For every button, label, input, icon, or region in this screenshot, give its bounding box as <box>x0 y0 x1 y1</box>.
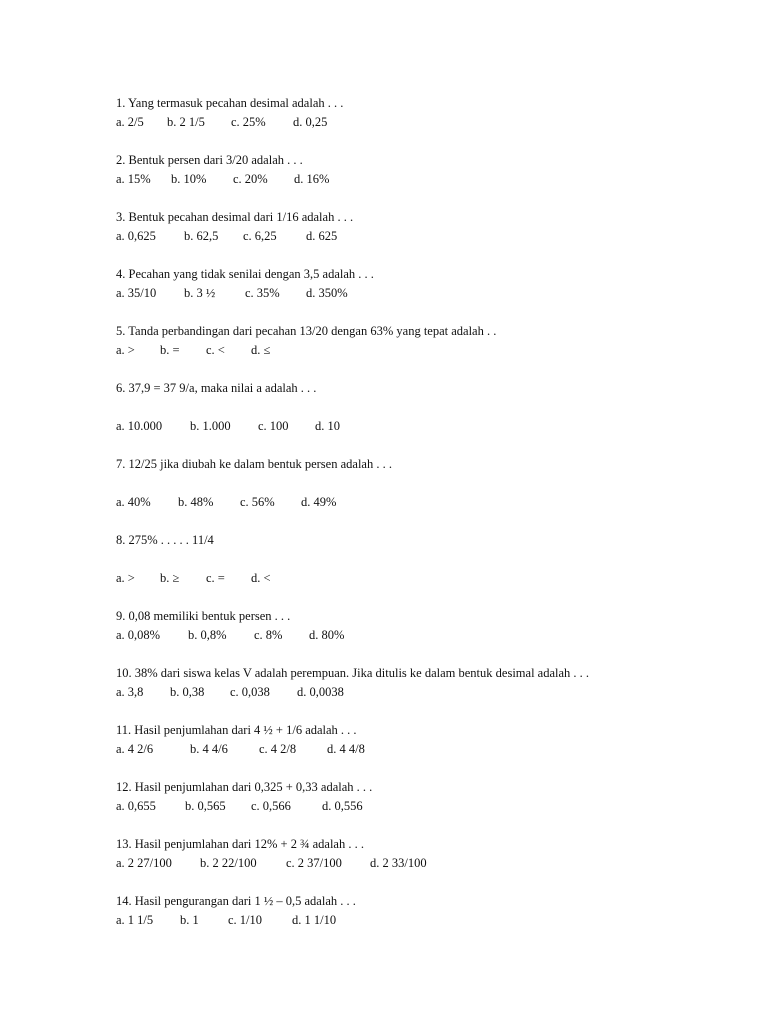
question-text: 5. Tanda perbandingan dari pecahan 13/20 dengan 63% yang tepat adalah . . <box>116 324 497 338</box>
option-a: a. > <box>116 571 135 585</box>
answer-options <box>116 113 736 132</box>
option-a: a. 2 27/100 <box>116 856 172 870</box>
question-text: 14. Hasil pengurangan dari 1 ½ – 0,5 adalah . . . <box>116 894 356 908</box>
option-d: d. 625 <box>306 229 338 243</box>
question-text: 1. Yang termasuk pecahan desimal adalah . . . <box>116 96 344 110</box>
question-1 <box>116 94 736 132</box>
option-c: c. 20% <box>233 172 268 186</box>
option-d: d. 49% <box>301 495 337 509</box>
option-c: c. = <box>206 571 225 585</box>
question-text: 2. Bentuk persen dari 3/20 adalah . . . <box>116 153 303 167</box>
question-7 <box>116 455 736 512</box>
option-d: d. 0,556 <box>322 799 363 813</box>
option-a: a. 0,625 <box>116 229 156 243</box>
option-b: b. = <box>160 343 180 357</box>
question-text: 10. 38% dari siswa kelas V adalah perempuan. Jika ditulis ke dalam bentuk desimal adalah . . . <box>116 666 590 680</box>
question-5 <box>116 322 736 360</box>
question-6 <box>116 379 736 436</box>
option-c: c. 0,038 <box>230 685 270 699</box>
option-a: a. 35/10 <box>116 286 157 300</box>
answer-options <box>116 569 736 588</box>
option-b: b. 2 1/5 <box>167 115 205 129</box>
option-a: a. 2/5 <box>116 115 144 129</box>
option-d: d. 4 4/8 <box>327 742 365 756</box>
answer-options <box>116 284 736 303</box>
option-a: a. 40% <box>116 495 151 509</box>
option-a: a. 1 1/5 <box>116 913 154 927</box>
answer-options <box>116 417 736 436</box>
option-a: a. 3,8 <box>116 685 144 699</box>
question-text: 13. Hasil penjumlahan dari 12% + 2 ¾ adalah . . . <box>116 837 364 851</box>
question-text: 12. Hasil penjumlahan dari 0,325 + 0,33 adalah . . . <box>116 780 373 794</box>
option-b: b. 0,565 <box>185 799 226 813</box>
option-a: a. 10.000 <box>116 419 163 433</box>
question-text: 9. 0,08 memiliki bentuk persen . . . <box>116 609 291 623</box>
answer-options <box>116 493 736 512</box>
question-4 <box>116 265 736 303</box>
option-b: b. 1 <box>180 913 199 927</box>
option-d: d. 0,0038 <box>297 685 344 699</box>
question-14 <box>116 892 736 930</box>
answer-options <box>116 740 736 759</box>
question-9 <box>116 607 736 645</box>
option-b: b. 1.000 <box>190 419 231 433</box>
question-text: 6. 37,9 = 37 9/a, maka nilai a adalah . . . <box>116 381 317 395</box>
option-b: b. 0,38 <box>170 685 205 699</box>
answer-options <box>116 341 736 360</box>
question-text: 4. Pecahan yang tidak senilai dengan 3,5 adalah . . . <box>116 267 374 281</box>
option-d: d. 0,25 <box>293 115 328 129</box>
question-3 <box>116 208 736 246</box>
option-a: a. > <box>116 343 135 357</box>
option-c: c. 4 2/8 <box>259 742 297 756</box>
option-c: c. < <box>206 343 225 357</box>
question-12 <box>116 778 736 816</box>
question-text: 8. 275% . . . . . 11/4 <box>116 533 214 547</box>
answer-options <box>116 227 736 246</box>
option-c: c. 6,25 <box>243 229 277 243</box>
option-d: d. ≤ <box>251 343 271 357</box>
answer-options <box>116 626 736 645</box>
option-a: a. 4 2/6 <box>116 742 154 756</box>
question-10 <box>116 664 736 702</box>
option-c: c. 2 37/100 <box>286 856 342 870</box>
option-c: c. 8% <box>254 628 283 642</box>
option-c: c. 25% <box>231 115 266 129</box>
answer-options <box>116 797 736 816</box>
option-a: a. 0,08% <box>116 628 161 642</box>
option-d: d. 80% <box>309 628 345 642</box>
option-a: a. 0,655 <box>116 799 156 813</box>
question-2 <box>116 151 736 189</box>
option-b: b. ≥ <box>160 571 180 585</box>
answer-options <box>116 170 736 189</box>
answer-options <box>116 911 736 930</box>
question-text: 7. 12/25 jika diubah ke dalam bentuk persen adalah . . . <box>116 457 392 471</box>
question-text: 3. Bentuk pecahan desimal dari 1/16 adalah . . . <box>116 210 354 224</box>
option-c: c. 0,566 <box>251 799 291 813</box>
option-b: b. 48% <box>178 495 214 509</box>
answer-options <box>116 683 736 702</box>
question-11 <box>116 721 736 759</box>
option-d: d. 350% <box>306 286 348 300</box>
option-c: c. 1/10 <box>228 913 263 927</box>
option-b: b. 2 22/100 <box>200 856 257 870</box>
option-b: b. 0,8% <box>188 628 227 642</box>
option-b: b. 62,5 <box>184 229 219 243</box>
option-b: b. 4 4/6 <box>190 742 228 756</box>
question-8 <box>116 531 736 588</box>
option-d: d. < <box>251 571 271 585</box>
option-c: c. 56% <box>240 495 275 509</box>
option-b: b. 10% <box>171 172 207 186</box>
option-a: a. 15% <box>116 172 151 186</box>
question-text: 11. Hasil penjumlahan dari 4 ½ + 1/6 adalah . . . <box>116 723 357 737</box>
answer-options <box>116 854 736 873</box>
option-d: d. 10 <box>315 419 340 433</box>
option-d: d. 2 33/100 <box>370 856 427 870</box>
option-c: c. 100 <box>258 419 289 433</box>
option-d: d. 1 1/10 <box>292 913 337 927</box>
question-13 <box>116 835 736 873</box>
option-d: d. 16% <box>294 172 330 186</box>
option-c: c. 35% <box>245 286 280 300</box>
option-b: b. 3 ½ <box>184 286 216 300</box>
